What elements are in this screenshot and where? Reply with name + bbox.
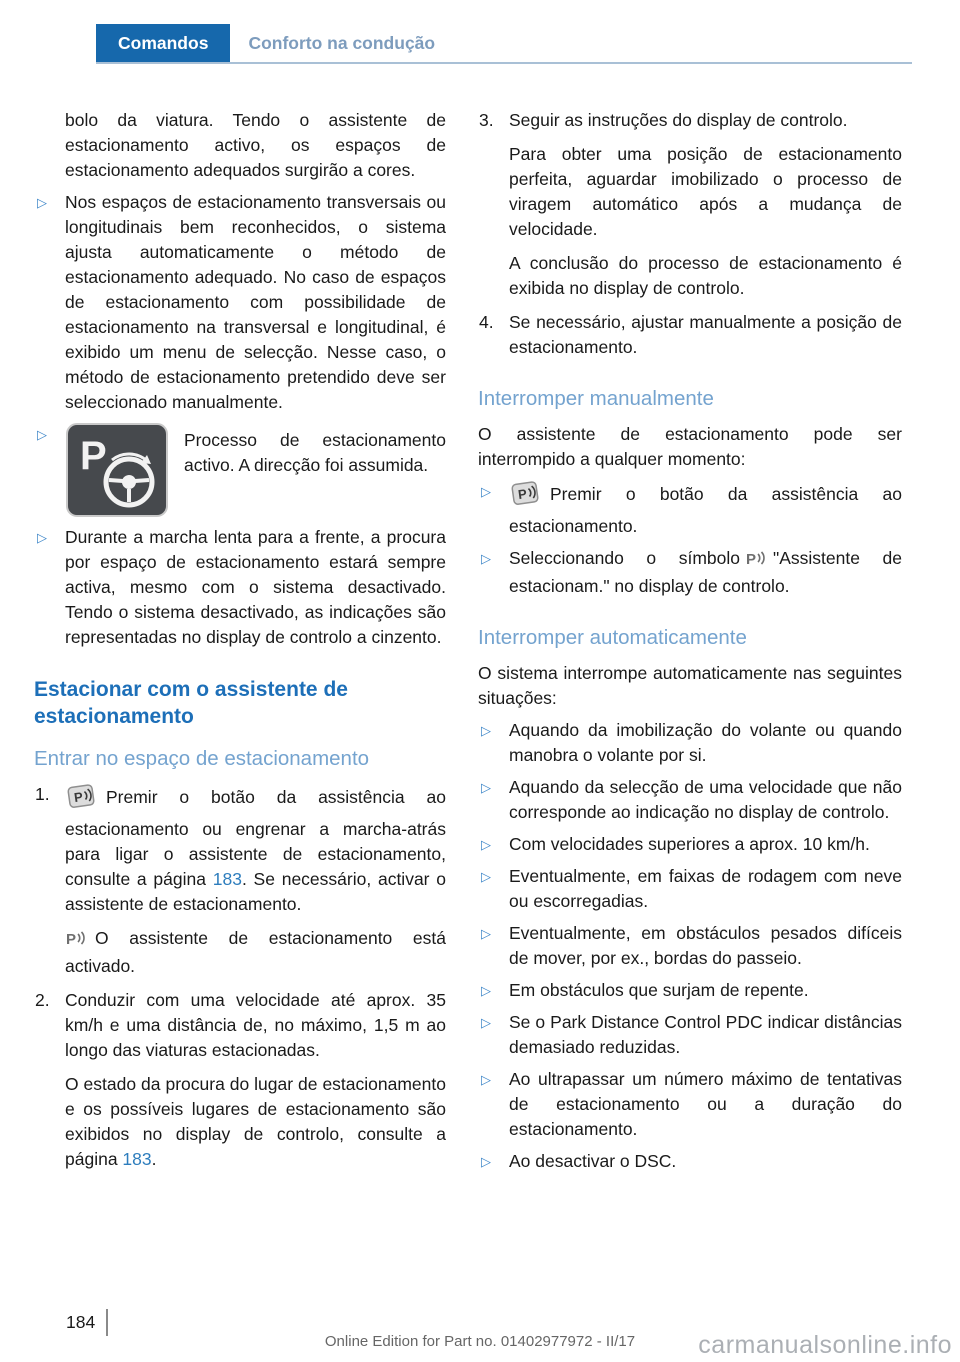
triangle-bullet-icon: ▷ [37, 530, 47, 545]
park-process-display-image [65, 422, 169, 518]
park-assist-button-icon [65, 782, 99, 817]
triangle-bullet-icon: ▷ [481, 723, 491, 738]
bullet-text [509, 546, 902, 599]
edition-note: Online Edition for Part no. 01402977972 - II/17 [324, 1333, 636, 1350]
step3-detail-1: Para obter uma posição de estacionamento perfeita, aguardar imobilizado o processo de viragem automático após a mudança de velocidade. [509, 144, 902, 239]
step-number: 3. [479, 110, 494, 130]
symbol-text-after: "Assistente de estacionam." no display de controlo. [509, 548, 902, 596]
bullet-item-auto-7 [478, 1067, 902, 1142]
bullet-item-auto-8 [478, 1149, 902, 1174]
svg-text:P: P [517, 485, 528, 503]
page-link-183[interactable]: 183 [122, 1149, 152, 1169]
svg-text:P: P [66, 931, 77, 947]
svg-text:P: P [73, 788, 84, 806]
svg-text:P: P [746, 551, 757, 567]
step-number: 4. [479, 312, 494, 332]
numbered-step-2 [34, 988, 446, 1172]
step1-text-before-link: Premir o botão da assistência ao estacionamento ou engrenar a marcha-atrás para ligar o assistente de estacionamento, consulte a página [65, 787, 446, 889]
bullet-item-auto-5 [478, 978, 902, 1003]
bullet-text: Em obstáculos que surjam de repente. [509, 980, 809, 1000]
step-text: Conduzir com uma velocidade até aprox. 35 km/h e uma distância de, no máximo, 1,5 m ao longo das viaturas estacionadas. [65, 990, 446, 1060]
subsection-heading-enter-space: Entrar no espaço de estacionamento [34, 747, 370, 770]
bullet-item-parking-active [34, 422, 446, 518]
step2-text-before-link: O estado da procura do lugar de estacionamento e os possíveis lugares de estacionamento são exibidos no display de controlo, consulte a página [65, 1074, 446, 1169]
triangle-bullet-icon: ▷ [37, 195, 47, 210]
page-content [34, 108, 960, 1181]
bullet-text: Nos espaços de estacionamento transversais ou longitudinais bem reconhecidos, o sistema ajusta automaticamente o método de estacionamento adequado. No caso de espaços de estacionamento com possibilidade de estacionamento na transversal e longitudinal, é exibido um menu de selecção. Nesse caso, o método de estacionamento pretendido deve ser seleccionado manualmente. [65, 192, 446, 412]
bullet-text: Eventualmente, em faixas de rodagem com neve ou escorregadias. [509, 866, 902, 911]
step2-detail [65, 1072, 446, 1172]
bullet-text: Eventualmente, em obstáculos pesados difíceis de mover, por ex., bordas do passeio. [509, 923, 902, 968]
symbol-text-before: Seleccionando o símbolo [509, 548, 740, 568]
page-header [0, 0, 960, 64]
section-heading: Estacionar com o assistente de estacionamento [34, 678, 348, 728]
triangle-bullet-icon: ▷ [481, 484, 491, 499]
parking-p-glyph: P [80, 434, 107, 478]
step-number: 2. [35, 990, 50, 1010]
bullet-item-parking-method [34, 190, 446, 415]
subsection-label: Conforto na condução [248, 33, 436, 53]
triangle-bullet-icon: ▷ [481, 926, 491, 941]
bullet-item-auto-4 [478, 921, 902, 971]
triangle-bullet-icon: ▷ [481, 780, 491, 795]
park-steering-icon [65, 422, 169, 518]
bullet-item-auto-1 [478, 775, 902, 825]
bullet-item-press-button [478, 479, 902, 539]
watermark: carmanualsonline.info [698, 1331, 952, 1359]
bullet-item-auto-6 [478, 1010, 902, 1060]
bullet-press-button-text: Premir o botão da assistência ao estacionamento. [509, 484, 902, 536]
page-number [66, 1309, 108, 1336]
subsection-heading-manual-interrupt: Interromper manualmente [478, 387, 714, 410]
auto-interrupt-intro: O sistema interrompe automaticamente nas seguintes situações: [478, 663, 902, 708]
step-number: 1. [35, 784, 50, 804]
subsection-heading-auto-interrupt: Interromper automaticamente [478, 626, 747, 649]
bullet-text: Aquando da selecção de uma velocidade que não corresponde ao indicação no display de controlo. [509, 777, 902, 822]
triangle-bullet-icon: ▷ [481, 1154, 491, 1169]
bullet-text: Durante a marcha lenta para a frente, a procura por espaço de estacionamento estará sempre activa, mesmo com o sistema desactivado. Tendo o sistema desactivado, as indicações são representadas no display de controlo a cinzento. [65, 527, 446, 647]
park-assist-button-icon [509, 479, 543, 514]
bullet-text: Se o Park Distance Control PDC indicar distâncias demasiado reduzidas. [509, 1012, 902, 1057]
page-link-183[interactable]: 183 [212, 869, 242, 889]
triangle-bullet-icon: ▷ [481, 1072, 491, 1087]
bullet-text: Ao ultrapassar um número máximo de tentativas de estacionamento ou a duração do estacionamento. [509, 1069, 902, 1139]
triangle-bullet-icon: ▷ [481, 551, 491, 566]
park-assist-symbol-icon [745, 549, 768, 574]
triangle-bullet-icon: ▷ [481, 837, 491, 852]
bullet-item-auto-3 [478, 864, 902, 914]
section-tab: Comandos [96, 24, 230, 62]
right-column [478, 108, 902, 1181]
step1-status-line [65, 926, 446, 979]
step-text: Se necessário, ajustar manualmente a posição de estacionamento. [509, 312, 902, 357]
step2-text-after-link: . [151, 1149, 157, 1169]
image-caption: Processo de estacionamento activo. A direcção foi assumida. [184, 430, 446, 475]
bullet-text [509, 479, 902, 539]
left-column [34, 108, 446, 1181]
bullet-item-select-symbol [478, 546, 902, 599]
page-number-divider [106, 1309, 108, 1336]
step-text [65, 782, 446, 917]
step-text: Seguir as instruções do display de controlo. [509, 110, 848, 130]
bullet-item-auto-0 [478, 718, 902, 768]
triangle-bullet-icon: ▷ [481, 869, 491, 884]
numbered-step-3 [478, 108, 902, 301]
triangle-bullet-icon: ▷ [481, 1015, 491, 1030]
numbered-step-4 [478, 310, 902, 360]
bullet-text: Ao desactivar o DSC. [509, 1151, 677, 1171]
page-number-value: 184 [66, 1312, 96, 1332]
step1-status-text: O assistente de estacionamento está activado. [65, 928, 446, 976]
bullet-item-search-active [34, 525, 446, 650]
bullet-item-auto-2 [478, 832, 902, 857]
bullet-text: Aquando da imobilização do volante ou quando manobra o volante por si. [509, 720, 902, 765]
bullet-text: Com velocidades superiores a aprox. 10 km/h. [509, 834, 870, 854]
triangle-bullet-icon: ▷ [481, 983, 491, 998]
manual-interrupt-intro: O assistente de estacionamento pode ser interrompido a qualquer momento: [478, 424, 902, 469]
continuation-paragraph: bolo da viatura. Tendo o assistente de estacionamento activo, os espaços de estacionamento adequados surgirão a cores. [65, 110, 446, 180]
numbered-step-1 [34, 782, 446, 979]
step3-detail-2: A conclusão do processo de estacionamento é exibida no display de controlo. [509, 253, 902, 298]
park-assist-active-symbol-icon [65, 929, 88, 954]
step1-text-after-link: . Se necessário, activar o assistente de estacionamento. [65, 869, 446, 914]
triangle-bullet-icon: ▷ [37, 427, 47, 442]
header-rule [96, 62, 912, 64]
